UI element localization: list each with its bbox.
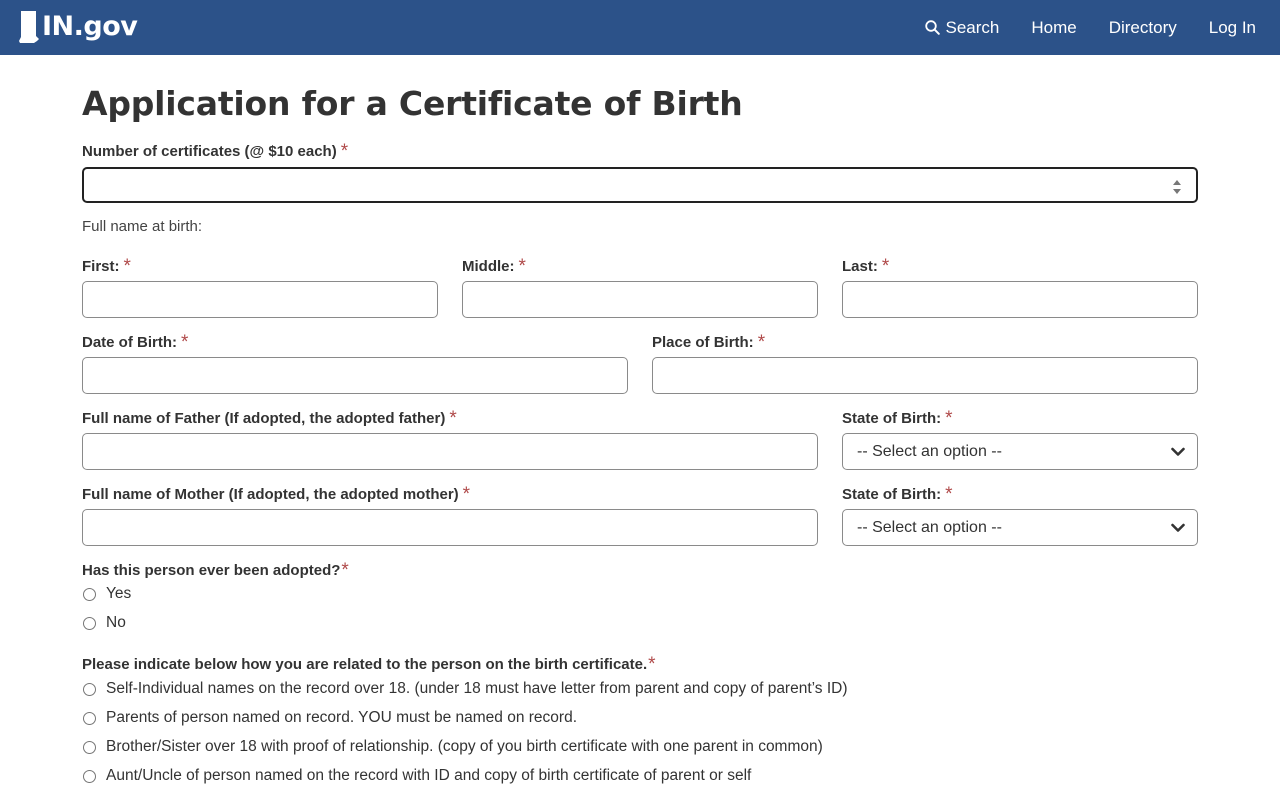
place-of-birth-input[interactable] (652, 357, 1198, 394)
nav-log-in[interactable] (1209, 18, 1256, 38)
required-mark: * (462, 484, 471, 505)
nav-log-in-label: Log In (1208, 17, 1256, 37)
nav-search-label: Search (945, 17, 1000, 37)
relationship-option-label: Self-Individual names on the record over 18. (under 18 must have letter from parent and copy of parent’s ID) (106, 680, 848, 697)
first-name-input[interactable] (82, 281, 438, 318)
relationship-option-label: Parents of person named on record. YOU must be named on record. (106, 709, 577, 726)
mother-state-label-text: State of Birth: (842, 486, 942, 503)
required-mark: * (518, 256, 526, 277)
logo-text: IN.gov (42, 11, 138, 42)
first-name-label (82, 256, 131, 278)
radio-button[interactable] (83, 588, 96, 601)
full-name-heading: Full name at birth: (82, 218, 203, 235)
required-mark: * (945, 408, 953, 429)
father-state-label-text: State of Birth: (842, 410, 942, 427)
relationship-option-sibling[interactable] (82, 738, 823, 756)
last-name-label (842, 256, 889, 278)
nav-directory-label: Directory (1108, 17, 1177, 37)
father-state-select[interactable] (842, 433, 1198, 470)
number-spinner-icon[interactable] (1172, 177, 1182, 197)
relationship-option-parents[interactable] (82, 709, 577, 727)
mother-state-selected: -- Select an option -- (857, 518, 1002, 536)
radio-button[interactable] (83, 770, 96, 783)
required-mark: * (341, 560, 349, 581)
adopted-option-yes[interactable] (82, 585, 131, 603)
father-state-label (842, 408, 953, 430)
middle-name-label-text: Middle: (462, 258, 515, 275)
father-name-input[interactable] (82, 433, 818, 470)
relationship-question (82, 654, 656, 676)
middle-name-label (462, 256, 526, 278)
in-gov-logo[interactable] (18, 10, 137, 44)
required-mark: * (340, 141, 349, 162)
last-name-label-text: Last: (842, 258, 878, 275)
mother-name-label-text: Full name of Mother (If adopted, the adopted mother) (82, 486, 459, 503)
last-name-input[interactable] (842, 281, 1198, 318)
num-certificates-input[interactable] (82, 167, 1198, 203)
adopted-question (82, 560, 349, 582)
required-mark: * (881, 256, 890, 277)
num-certificates-label (82, 141, 348, 163)
father-name-label-text: Full name of Father (If adopted, the adopted father) (82, 410, 446, 427)
nav-directory[interactable] (1109, 18, 1177, 38)
place-of-birth-label-text: Place of Birth: (652, 334, 754, 351)
radio-button[interactable] (83, 741, 96, 754)
first-name-label-text: First: (82, 258, 120, 275)
site-header (0, 0, 1280, 55)
chevron-down-icon (1171, 447, 1185, 457)
required-mark: * (945, 484, 953, 505)
place-of-birth-label (652, 332, 765, 354)
middle-name-input[interactable] (462, 281, 818, 318)
father-state-selected: -- Select an option -- (857, 442, 1002, 460)
mother-name-input[interactable] (82, 509, 818, 546)
mother-name-label (82, 484, 470, 506)
adopted-option-no[interactable] (82, 614, 126, 632)
relationship-option-label: Brother/Sister over 18 with proof of relationship. (copy of you birth certificate with one parent in common) (106, 738, 823, 755)
relationship-option-self[interactable] (82, 680, 848, 698)
required-mark: * (123, 256, 131, 277)
adopted-question-text: Has this person ever been adopted? (82, 562, 341, 579)
chevron-down-icon (1171, 523, 1185, 533)
mother-state-label (842, 484, 953, 506)
relationship-question-text: Please indicate below how you are related to the person on the birth certificate. (82, 656, 648, 673)
indiana-state-icon (18, 10, 40, 44)
radio-button[interactable] (83, 617, 96, 630)
date-of-birth-input[interactable] (82, 357, 628, 394)
adopted-option-label: Yes (106, 585, 132, 602)
required-mark: * (449, 408, 457, 429)
num-certificates-label-text: Number of certificates (@ $10 each) (82, 143, 337, 160)
search-icon (925, 20, 940, 35)
nav-search[interactable] (925, 18, 999, 38)
adopted-option-label: No (106, 614, 126, 631)
date-of-birth-label-text: Date of Birth: (82, 334, 177, 351)
required-mark: * (648, 654, 656, 675)
mother-state-select[interactable] (842, 509, 1198, 546)
father-name-label (82, 408, 457, 430)
radio-button[interactable] (83, 712, 96, 725)
nav-home[interactable] (1031, 18, 1076, 38)
nav-home-label: Home (1031, 17, 1077, 37)
relationship-option-aunt-uncle[interactable] (82, 767, 751, 785)
page-title: Application for a Certificate of Birth (82, 84, 743, 123)
required-mark: * (757, 332, 766, 353)
relationship-option-label: Aunt/Uncle of person named on the record with ID and copy of birth certificate of parent or self (106, 767, 752, 784)
top-nav (925, 0, 1280, 55)
required-mark: * (181, 332, 189, 353)
date-of-birth-label (82, 332, 188, 354)
radio-button[interactable] (83, 683, 96, 696)
